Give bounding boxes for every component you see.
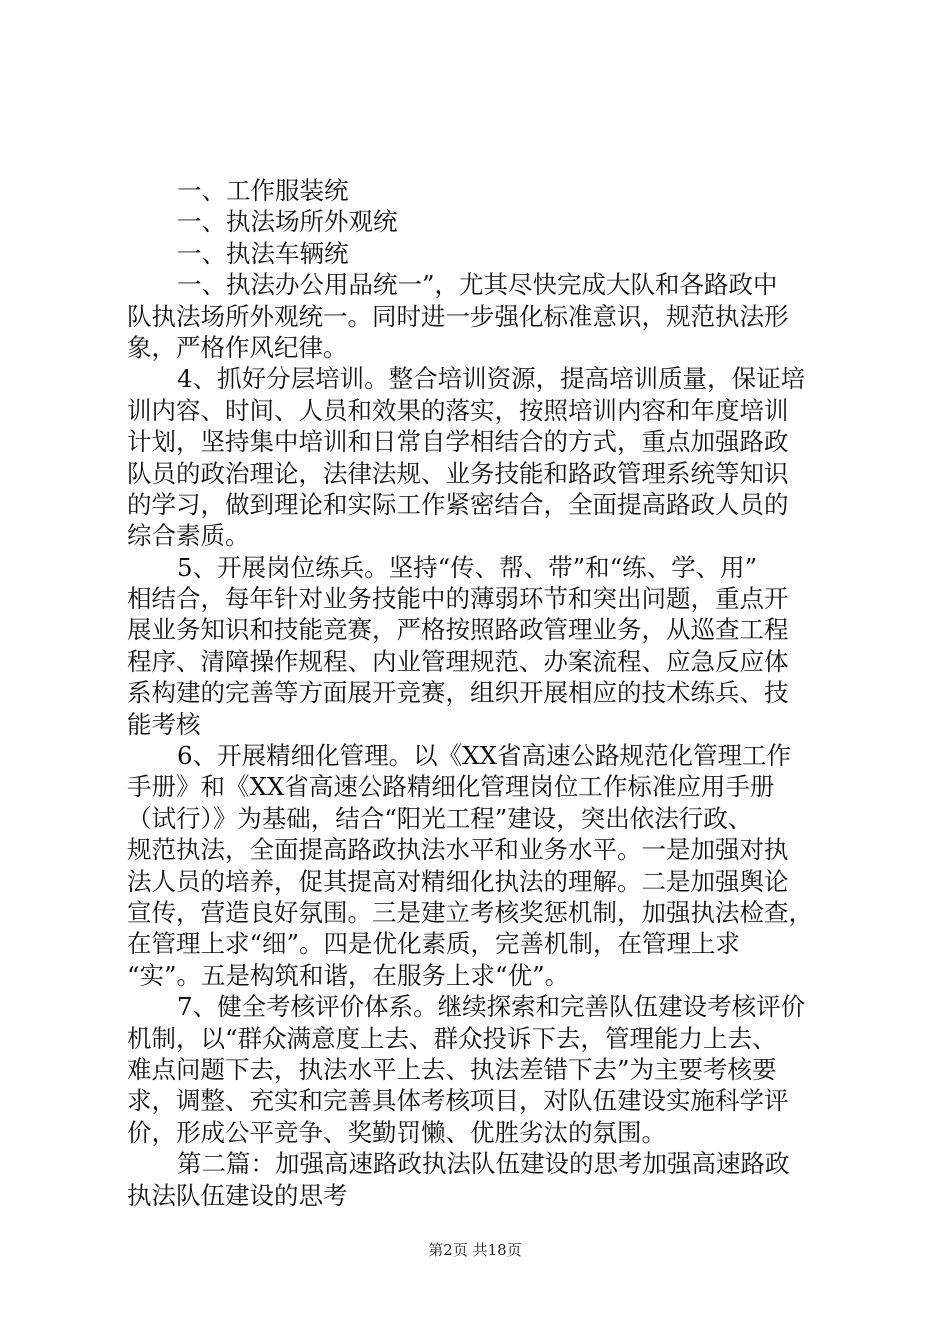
text-line: 展业务知识和技能竞赛，严格按照路政管理业务，从巡查工程 <box>127 615 789 645</box>
text-line: 计划，坚持集中培训和日常自学相结合的方式，重点加强路政 <box>127 427 789 457</box>
text-line: “实”。五是构筑和谐，在服务上求“优”。 <box>127 960 570 990</box>
text-line: 宣传，营造良好氛围。三是建立考核奖惩机制，加强执法检查， <box>127 897 813 927</box>
text-line: 执法队伍建设的思考 <box>127 1180 348 1210</box>
document-body <box>127 175 837 1211</box>
text-line: 价，形成公平竞争、奖勤罚懒、优胜劣汰的氛围。 <box>127 1117 666 1147</box>
text-line: 训内容、时间、人员和效果的落实，按照培训内容和年度培训 <box>127 395 789 425</box>
text-line: 队执法场所外观统一。同时进一步强化标准意识，规范执法形 <box>127 301 789 331</box>
text-line: 象，严格作风纪律。 <box>127 332 348 362</box>
text-line: 难点问题下去，执法水平上去、执法差错下去”为主要考核要 <box>127 1054 777 1084</box>
text-line: 能考核 <box>127 709 201 739</box>
text-line: （试行）》为基础，结合“阳光工程”建设，突出依法行政、 <box>127 803 753 833</box>
text-line: 队员的政治理论，法律法规、业务技能和路政管理系统等知识 <box>127 458 789 488</box>
text-line: 系构建的完善等方面展开竞赛，组织开展相应的技术练兵、技 <box>127 678 789 708</box>
text-line: 7、健全考核评价体系。继续探索和完善队伍建设考核评价 <box>177 992 806 1022</box>
text-line: 一、执法场所外观统 <box>177 207 398 237</box>
text-line: 一、执法车辆统 <box>177 238 349 268</box>
text-line: 在管理上求“细”。四是优化素质，完善机制，在管理上求 <box>127 929 741 959</box>
text-line: 5、开展岗位练兵。坚持“传、帮、带”和“练、学、用” <box>177 552 758 582</box>
text-line: 求，调整、充实和完善具体考核项目，对队伍建设实施科学评 <box>127 1086 789 1116</box>
text-line: 4、抓好分层培训。整合培训资源，提高培训质量，保证培 <box>177 364 806 394</box>
text-line: 综合素质。 <box>127 521 250 551</box>
text-line: 一、工作服装统 <box>177 176 349 205</box>
text-line: 规范执法，全面提高路政执法水平和业务水平。一是加强对执 <box>127 835 789 865</box>
text-line: 一、执法办公用品统一”，尤其尽快完成大队和各路政中 <box>177 270 778 300</box>
text-line: 的学习，做到理论和实际工作紧密结合，全面提高路政人员的 <box>127 489 789 519</box>
text-line: 法人员的培养，促其提高对精细化执法的理解。二是加强舆论 <box>127 866 789 896</box>
text-line: 机制，以“群众满意度上去、群众投诉下去，管理能力上去、 <box>127 1023 777 1053</box>
text-line: 程序、清障操作规程、内业管理规范、办案流程、应急反应体 <box>127 646 789 676</box>
text-line: 6、开展精细化管理。以《XX省高速公路规范化管理工作 <box>177 741 791 771</box>
text-line: 相结合，每年针对业务技能中的薄弱环节和突出问题，重点开 <box>127 584 789 614</box>
page-footer: 第2页 共18页 <box>428 1241 522 1259</box>
text-line: 第二篇：加强高速路政执法队伍建设的思考加强高速路政 <box>177 1149 790 1179</box>
text-line: 手册》和《XX省高速公路精细化管理岗位工作标准应用手册 <box>127 772 775 802</box>
